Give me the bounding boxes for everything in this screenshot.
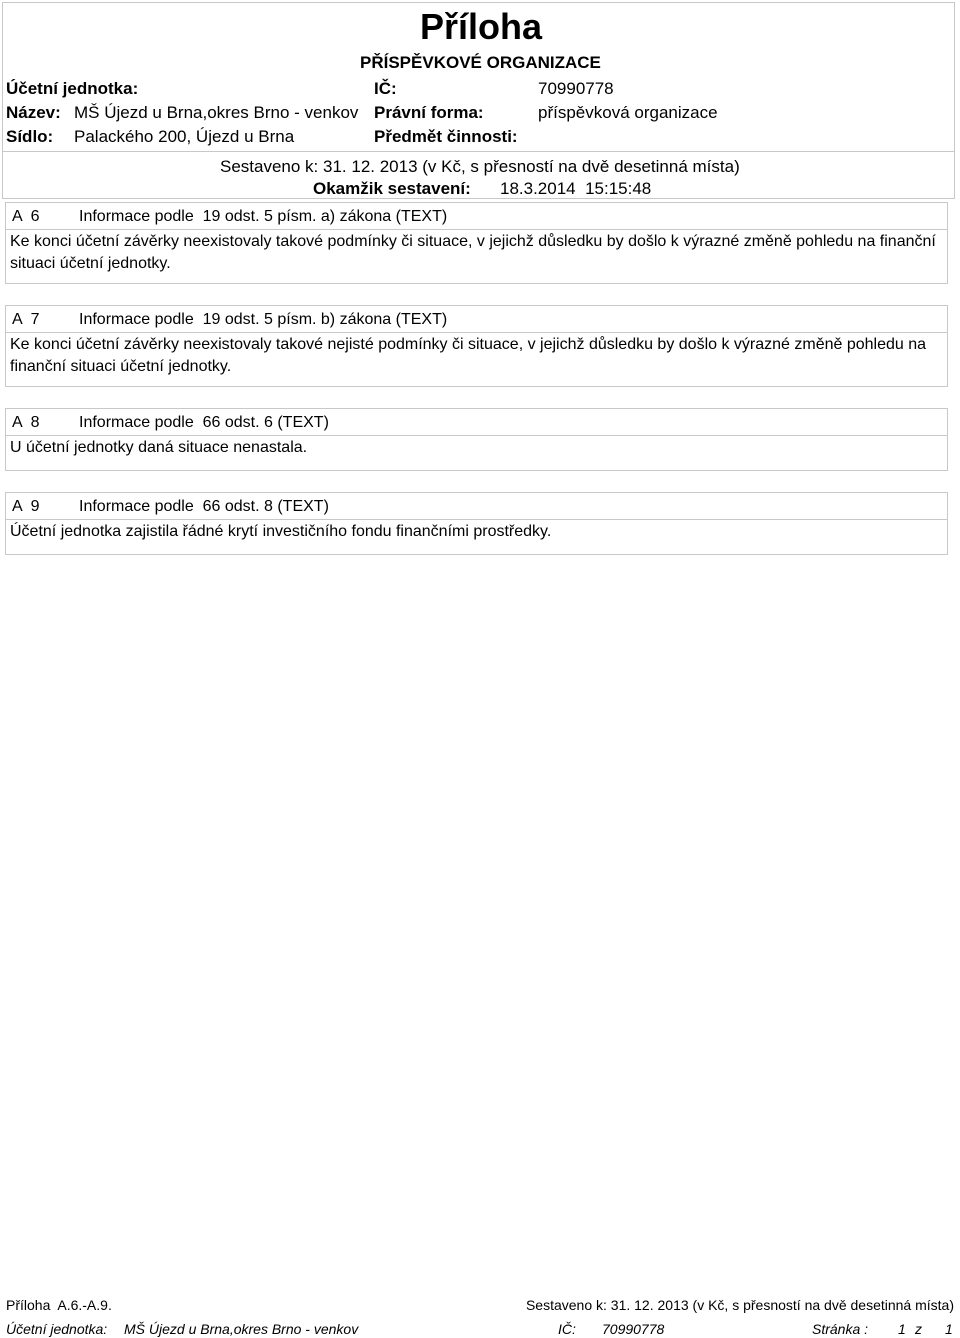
footer-page-current: 1 (898, 1321, 906, 1337)
legal-form-label: Právní forma: (374, 103, 484, 122)
section-title: Informace podle 19 odst. 5 písm. b) zákona (TEXT) (79, 311, 448, 328)
page-title: Příloha (420, 6, 543, 47)
section-code: A 6 (12, 208, 40, 225)
section-text: Ke konci účetní závěrky neexistovaly takové nejisté podmínky či situace, v jejichž důsledku by došlo k výrazné změně pohledu na finanční situaci účetní jednotky. (10, 336, 927, 375)
activity-label: Předmět činnosti: (374, 127, 518, 146)
section-title: Informace podle 66 odst. 8 (TEXT) (79, 498, 329, 515)
section-divider (6, 332, 947, 333)
footer-page-of: z (915, 1321, 922, 1337)
footer-range: Příloha A.6.-A.9. (6, 1297, 112, 1313)
ic-value: 70990778 (538, 79, 614, 98)
section-text: Ke konci účetní závěrky neexistovaly takové podmínky či situace, v jejichž důsledku by došlo k výrazné změně pohledu na finanční situaci účetní jednotky. (10, 233, 936, 272)
section-divider (6, 229, 947, 230)
header-divider (2, 151, 955, 152)
unit-label: Účetní jednotka: (6, 79, 139, 98)
section-title: Informace podle 19 odst. 5 písm. a) zákona (TEXT) (79, 208, 448, 225)
section-code: A 9 (12, 498, 40, 515)
section-text: Účetní jednotka zajistila řádné krytí investičního fondu finančními prostředky. (10, 523, 552, 540)
legal-form-value: příspěvková organizace (538, 103, 718, 122)
section-title: Informace podle 66 odst. 6 (TEXT) (79, 414, 329, 431)
section-text: U účetní jednotky daná situace nenastala. (10, 439, 308, 456)
name-value: MŠ Újezd u Brna,okres Brno - venkov (74, 103, 359, 122)
section-a9 (5, 492, 948, 555)
footer-compiled: Sestaveno k: 31. 12. 2013 (v Kč, s přesností na dvě desetinná místa) (525, 1297, 954, 1313)
footer-ic-value: 70990778 (602, 1321, 665, 1337)
seat-label: Sídlo: (6, 127, 54, 146)
footer-page-total: 1 (945, 1321, 953, 1337)
footer-unit-label: Účetní jednotka: (6, 1321, 108, 1337)
section-a6 (5, 202, 948, 284)
section-code: A 8 (12, 414, 40, 431)
page-subtitle: PŘÍSPĚVKOVÉ ORGANIZACE (360, 53, 601, 72)
section-divider (6, 435, 947, 436)
footer-unit-name: MŠ Újezd u Brna,okres Brno - venkov (124, 1321, 359, 1337)
name-label: Název: (6, 103, 61, 122)
compiled-line: Sestaveno k: 31. 12. 2013 (v Kč, s přesností na dvě desetinná místa) (220, 157, 740, 176)
section-a7 (5, 305, 948, 387)
section-code: A 7 (12, 311, 40, 328)
seat-value: Palackého 200, Újezd u Brna (74, 127, 295, 146)
section-a8 (5, 408, 948, 471)
moment-label: Okamžik sestavení: (313, 179, 471, 198)
ic-label: IČ: (374, 79, 397, 98)
footer-page-label: Stránka : (812, 1321, 869, 1337)
moment-value: 18.3.2014 15:15:48 (500, 179, 652, 198)
footer-ic-label: IČ: (558, 1321, 576, 1337)
section-divider (6, 519, 947, 520)
